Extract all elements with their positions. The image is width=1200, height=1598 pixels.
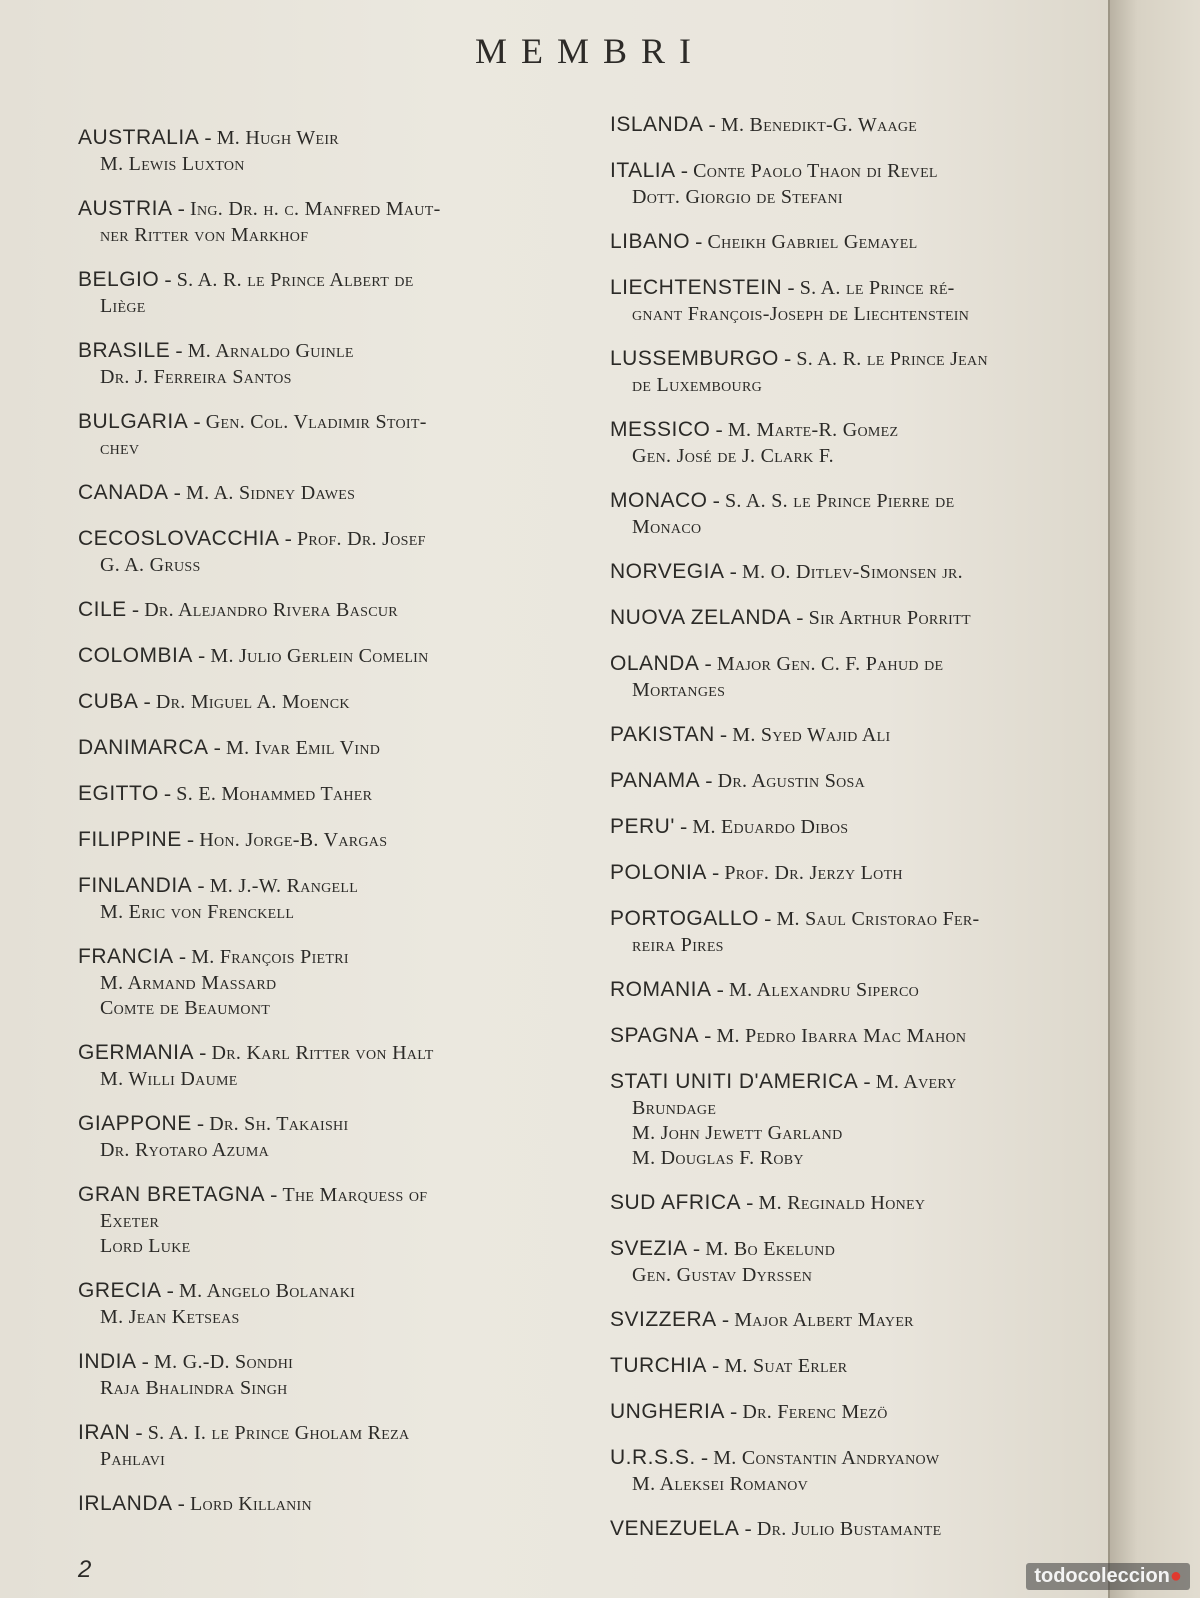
member-name: M. Constantin Andryanow [713,1447,940,1469]
separator: - [716,1307,735,1331]
member-name: M. J.-W. Rangell [209,875,359,897]
member-name: M. O. Ditlev-Simonsen jr. [741,561,963,583]
member-name: The Marquess of [282,1184,428,1206]
member-name-continued: Liège [100,295,146,317]
separator: - [172,196,191,220]
page-number: 2 [78,1556,92,1583]
separator: - [194,1040,212,1064]
separator: - [173,944,192,968]
member-entry [610,1353,1102,1380]
member-name-continued: ner Ritter von Markhof [100,224,309,246]
country-name: GIAPPONE [78,1112,192,1135]
member-name: Dr. Julio Bustamante [756,1518,942,1540]
country-name: PANAMA [610,769,701,792]
member-name: M. Julio Gerlein Comelin [210,645,429,667]
country-name: SVIZZERA [610,1308,717,1331]
member-name: M. Benedikt-G. Waage [720,114,918,136]
country-name: POLONIA [610,861,707,884]
member-name: M. Ivar Emil Vind [226,737,381,759]
separator: - [710,417,728,441]
country-name: GRECIA [78,1279,162,1302]
country-name: STATI UNITI D'AMERICA [610,1070,859,1093]
member-name: M. François Pietri [191,946,349,968]
member-entry [610,488,1102,540]
separator: - [170,338,188,362]
member-name: M. Avery [875,1071,957,1093]
separator: - [791,605,809,629]
member-name: M. Pedro Ibarra Mac Mahon [716,1025,967,1047]
member-entry [610,559,1102,586]
country-name: CUBA [78,690,139,713]
separator: - [279,526,297,550]
member-name: S. A. R. le Prince Albert de [176,269,414,291]
member-name-continued: gnant François-Joseph de Liechtenstein [632,303,970,325]
country-name: CILE [78,598,127,621]
member-entry [610,1190,1102,1217]
member-name: Dr. Miguel A. Moenck [155,691,350,713]
member-name: Dr. Agustin Sosa [717,770,866,792]
members-left-column [78,125,548,1537]
member-name: M. Reginald Honey [758,1192,926,1214]
member-entry [78,196,548,248]
separator: - [711,977,730,1001]
member-entry [78,827,548,854]
member-name: Prof. Dr. Josef [297,528,426,550]
member-name-continued: Raja Bhalindra Singh [100,1377,288,1399]
member-name: S. A. le Prince ré- [799,277,955,299]
member-entry [78,125,548,177]
member-entry [78,944,548,1021]
member-name: M. Marte-R. Gomez [727,419,899,441]
country-name: INDIA [78,1350,137,1373]
member-name: Major Albert Mayer [734,1309,914,1331]
member-entry [610,1236,1102,1288]
country-name: BELGIO [78,268,160,291]
member-entry [610,346,1102,398]
member-name-continued: reira Pires [632,934,724,956]
member-name: Dr. Alejandro Rivera Bascur [144,599,398,621]
member-name: Cheikh Gabriel Gemayel [707,231,918,253]
country-name: VENEZUELA [610,1517,740,1540]
country-name: IRLANDA [78,1492,173,1515]
country-name: NORVEGIA [610,560,725,583]
member-name-continued: de Luxembourg [632,374,763,396]
separator: - [699,651,717,675]
separator: - [724,559,742,583]
member-entry [610,1516,1102,1543]
country-name: AUSTRALIA [78,126,200,149]
member-entry [78,338,548,390]
member-name: S. A. S. le Prince Pierre de [725,490,955,512]
member-entry [78,526,548,578]
separator: - [199,125,217,149]
member-name: M. A. Sidney Dawes [186,482,356,504]
member-name-continued: Monaco [632,516,702,538]
watermark-text: todocoleccion [1034,1565,1170,1587]
country-name: FILIPPINE [78,828,182,851]
watermark-dot-icon: ● [1169,1565,1182,1587]
member-entry [78,1491,548,1518]
country-name: MESSICO [610,418,711,441]
member-name-continued: M. Aleksei Romanov [632,1473,809,1495]
separator: - [192,643,211,667]
member-name-continued: M. Jean Ketseas [100,1306,240,1328]
member-name-continued: M. John Jewett Garland [632,1122,843,1144]
member-entry [78,267,548,319]
member-name-continued: M. Eric von Frenckell [100,901,295,923]
member-name: M. Alexandru Siperco [729,979,920,1001]
member-name: Prof. Dr. Jerzy Loth [724,862,903,884]
country-name: FINLANDIA [78,874,193,897]
separator: - [782,275,800,299]
separator: - [172,1491,191,1515]
member-entry [610,1399,1102,1426]
adjacent-page-edge [1108,0,1200,1598]
country-name: MONACO [610,489,708,512]
country-name: SUD AFRICA [610,1191,742,1214]
separator: - [674,814,693,838]
member-entry [610,605,1102,632]
member-name: M. Hugh Weir [216,127,339,149]
country-name: PORTOGALLO [610,907,759,930]
country-name: CECOSLOVACCHIA [78,527,280,550]
separator: - [130,1420,148,1444]
separator: - [161,1278,180,1302]
member-entry [610,1445,1102,1497]
separator: - [126,597,145,621]
separator: - [858,1069,876,1093]
member-entry [610,722,1102,749]
watermark [1026,1563,1190,1590]
separator: - [700,768,718,792]
member-entry [78,643,548,670]
member-entry [78,409,548,461]
member-entry [78,689,548,716]
member-name-continued: M. Lewis Luxton [100,153,245,175]
member-name: Dr. Ferenc Mezö [742,1401,888,1423]
member-name-continued: Brundage [632,1097,717,1119]
country-name: SPAGNA [610,1024,699,1047]
member-entry [78,735,548,762]
country-name: TURCHIA [610,1354,707,1377]
country-name: NUOVA ZELANDA [610,606,792,629]
country-name: OLANDA [610,652,700,675]
member-name-continued: M. Douglas F. Roby [632,1147,804,1169]
member-name-continued: Gen. Gustav Dyrssen [632,1264,813,1286]
country-name: ITALIA [610,159,676,182]
member-name: M. Arnaldo Guinle [187,340,354,362]
member-name: Hon. Jorge-B. Vargas [199,829,388,851]
country-name: IRAN [78,1421,131,1444]
country-name: ISLANDA [610,113,704,136]
separator: - [706,1353,725,1377]
member-name: M. Suat Erler [724,1355,848,1377]
separator: - [724,1399,743,1423]
country-name: BRASILE [78,339,171,362]
member-entry [610,860,1102,887]
member-name: S. A. R. le Prince Jean [796,348,988,370]
member-name-continued: Dott. Giorgio de Stefani [632,186,843,208]
member-entry [78,781,548,808]
page-title: MEMBRI [474,31,706,71]
separator: - [714,722,733,746]
member-entry [610,651,1102,703]
member-name: Sir Arthur Porritt [808,607,971,629]
member-entry [610,977,1102,1004]
separator: - [264,1182,283,1206]
country-name: SVEZIA [610,1237,688,1260]
separator: - [698,1023,717,1047]
separator: - [192,873,210,897]
separator: - [181,827,200,851]
country-name: DANIMARCA [78,736,209,759]
member-name: Conte Paolo Thaon di Revel [693,160,938,182]
country-name: GERMANIA [78,1041,195,1064]
member-name-continued: Lord Luke [100,1235,191,1257]
member-name-continued: Dr. Ryotaro Azuma [100,1139,269,1161]
separator: - [159,267,177,291]
member-entry [78,597,548,624]
separator: - [138,689,156,713]
separator: - [675,158,694,182]
member-name-continued: G. A. Gruss [100,554,201,576]
member-name-continued: M. Armand Massard [100,972,277,994]
separator: - [778,346,797,370]
member-name: M. Angelo Bolanaki [179,1280,356,1302]
member-entry [78,1182,548,1259]
country-name: UNGHERIA [610,1400,725,1423]
member-entry [78,1278,548,1330]
country-name: U.R.S.S. [610,1446,696,1469]
member-name-continued: chev [100,437,140,459]
separator: - [706,860,725,884]
country-name: EGITTO [78,782,159,805]
country-name: CANADA [78,481,169,504]
member-entry [78,1040,548,1092]
member-entry [610,1307,1102,1334]
member-entry [610,1069,1102,1171]
country-name: ROMANIA [610,978,712,1001]
member-name: Gen. Col. Vladimir Stoit- [205,411,427,433]
member-name-continued: Mortanges [632,679,726,701]
members-right-column [610,112,1102,1562]
separator: - [687,1236,706,1260]
member-name: Major Gen. C. F. Pahud de [716,653,944,675]
separator: - [690,229,708,253]
member-name-continued: M. Willi Daume [100,1068,238,1090]
member-entry [610,158,1102,210]
member-entry [78,1420,548,1472]
member-entry [610,768,1102,795]
member-name-continued: Comte de Beaumont [100,997,271,1019]
country-name: PERU' [610,815,675,838]
separator: - [158,781,177,805]
member-entry [610,275,1102,327]
country-name: FRANCIA [78,945,174,968]
separator: - [758,906,777,930]
member-entry [78,480,548,507]
separator: - [741,1190,759,1214]
separator: - [191,1111,210,1135]
country-name: AUSTRIA [78,197,173,220]
separator: - [703,112,721,136]
member-name: M. Eduardo Dibos [692,816,849,838]
member-name-continued: Exeter [100,1210,160,1232]
member-entry [78,1111,548,1163]
separator: - [168,480,187,504]
member-name-continued: Gen. José de J. Clark F. [632,445,834,467]
separator: - [739,1516,757,1540]
member-name: M. Syed Wajid Ali [732,724,891,746]
separator: - [136,1349,155,1373]
member-name-continued: Pahlavi [100,1448,166,1470]
member-name: M. Saul Cristorao Fer- [776,908,980,930]
member-entry [610,906,1102,958]
member-name: Dr. Sh. Takaishi [209,1113,349,1135]
member-name: Lord Killanin [190,1493,312,1515]
separator: - [707,488,725,512]
member-name-continued: Dr. J. Ferreira Santos [100,366,292,388]
member-entry [78,873,548,925]
country-name: LIECHTENSTEIN [610,276,783,299]
member-name: S. A. I. le Prince Gholam Reza [147,1422,410,1444]
country-name: LIBANO [610,230,691,253]
member-entry [610,1023,1102,1050]
member-name: M. G.-D. Sondhi [154,1351,294,1373]
member-entry [610,417,1102,469]
member-entry [610,229,1102,256]
member-entry [610,112,1102,139]
separator: - [695,1445,714,1469]
country-name: GRAN BRETAGNA [78,1183,265,1206]
member-name: S. E. Mohammed Taher [176,783,373,805]
country-name: BULGARIA [78,410,189,433]
country-name: PAKISTAN [610,723,715,746]
country-name: COLOMBIA [78,644,193,667]
member-entry [610,814,1102,841]
separator: - [188,409,206,433]
member-name: Ing. Dr. h. c. Manfred Maut- [190,198,441,220]
member-name: M. Bo Ekelund [705,1238,836,1260]
member-name: Dr. Karl Ritter von Halt [211,1042,434,1064]
country-name: LUSSEMBURGO [610,347,779,370]
member-entry [78,1349,548,1401]
separator: - [208,735,227,759]
